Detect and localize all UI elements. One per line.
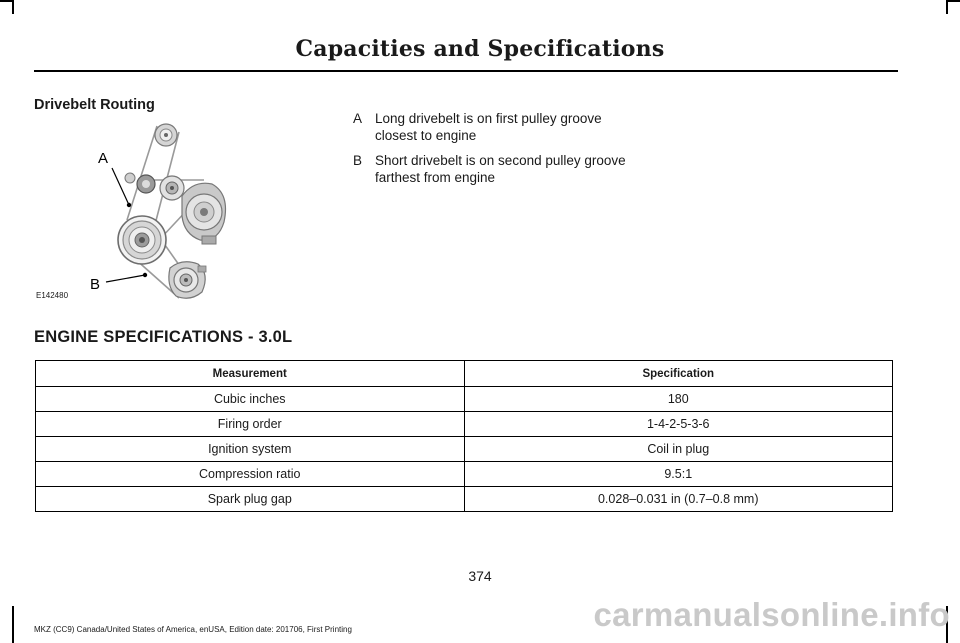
callout-b-label: B [90,276,101,293]
drivebelt-legend [353,110,633,194]
crop-mark [0,0,12,2]
page-number: 374 [468,568,492,584]
drivebelt-heading: Drivebelt Routing [34,97,155,113]
edition-footer: MKZ (CC9) Canada/United States of America, enUSA, Edition date: 201706, First Printing [34,625,352,634]
crop-mark [946,0,948,14]
column-header-specification: Specification [464,361,893,387]
specification-cell: 180 [464,387,893,412]
figure-code: E142480 [36,291,69,300]
legend-item [353,110,633,144]
engine-specifications-heading: ENGINE SPECIFICATIONS - 3.0L [34,328,293,346]
table-header-row [36,361,893,387]
drivebelt-routing-diagram [34,118,264,308]
top-pulley [155,124,177,146]
measurement-cell: Spark plug gap [36,487,465,512]
table-row [36,437,893,462]
specification-cell: 0.028–0.031 in (0.7–0.8 mm) [464,487,893,512]
legend-key: A [353,111,363,126]
watermark: carmanualsonline.info [593,596,950,633]
specification-cell: Coil in plug [464,437,893,462]
table-row [36,387,893,412]
callout-a-label: A [98,150,109,167]
measurement-cell: Ignition system [36,437,465,462]
page-header-title: Capacities and Specifications [295,36,665,62]
legend-item [353,152,633,186]
specification-cell: 9.5:1 [464,462,893,487]
legend-text: Long drivebelt is on first pulley groove closest to engine [375,111,602,143]
crop-mark [12,0,14,14]
measurement-cell: Firing order [36,412,465,437]
table-row [36,462,893,487]
measurement-cell: Cubic inches [36,387,465,412]
specification-cell: 1-4-2-5-3-6 [464,412,893,437]
table-row [36,487,893,512]
crop-mark [12,606,14,643]
table-row [36,412,893,437]
legend-key: B [353,153,363,168]
crop-mark [946,0,960,2]
header-divider [34,70,898,72]
engine-specifications-table [35,360,893,512]
column-header-measurement: Measurement [36,361,465,387]
legend-text: Short drivebelt is on second pulley groove farthest from engine [375,153,626,185]
measurement-cell: Compression ratio [36,462,465,487]
